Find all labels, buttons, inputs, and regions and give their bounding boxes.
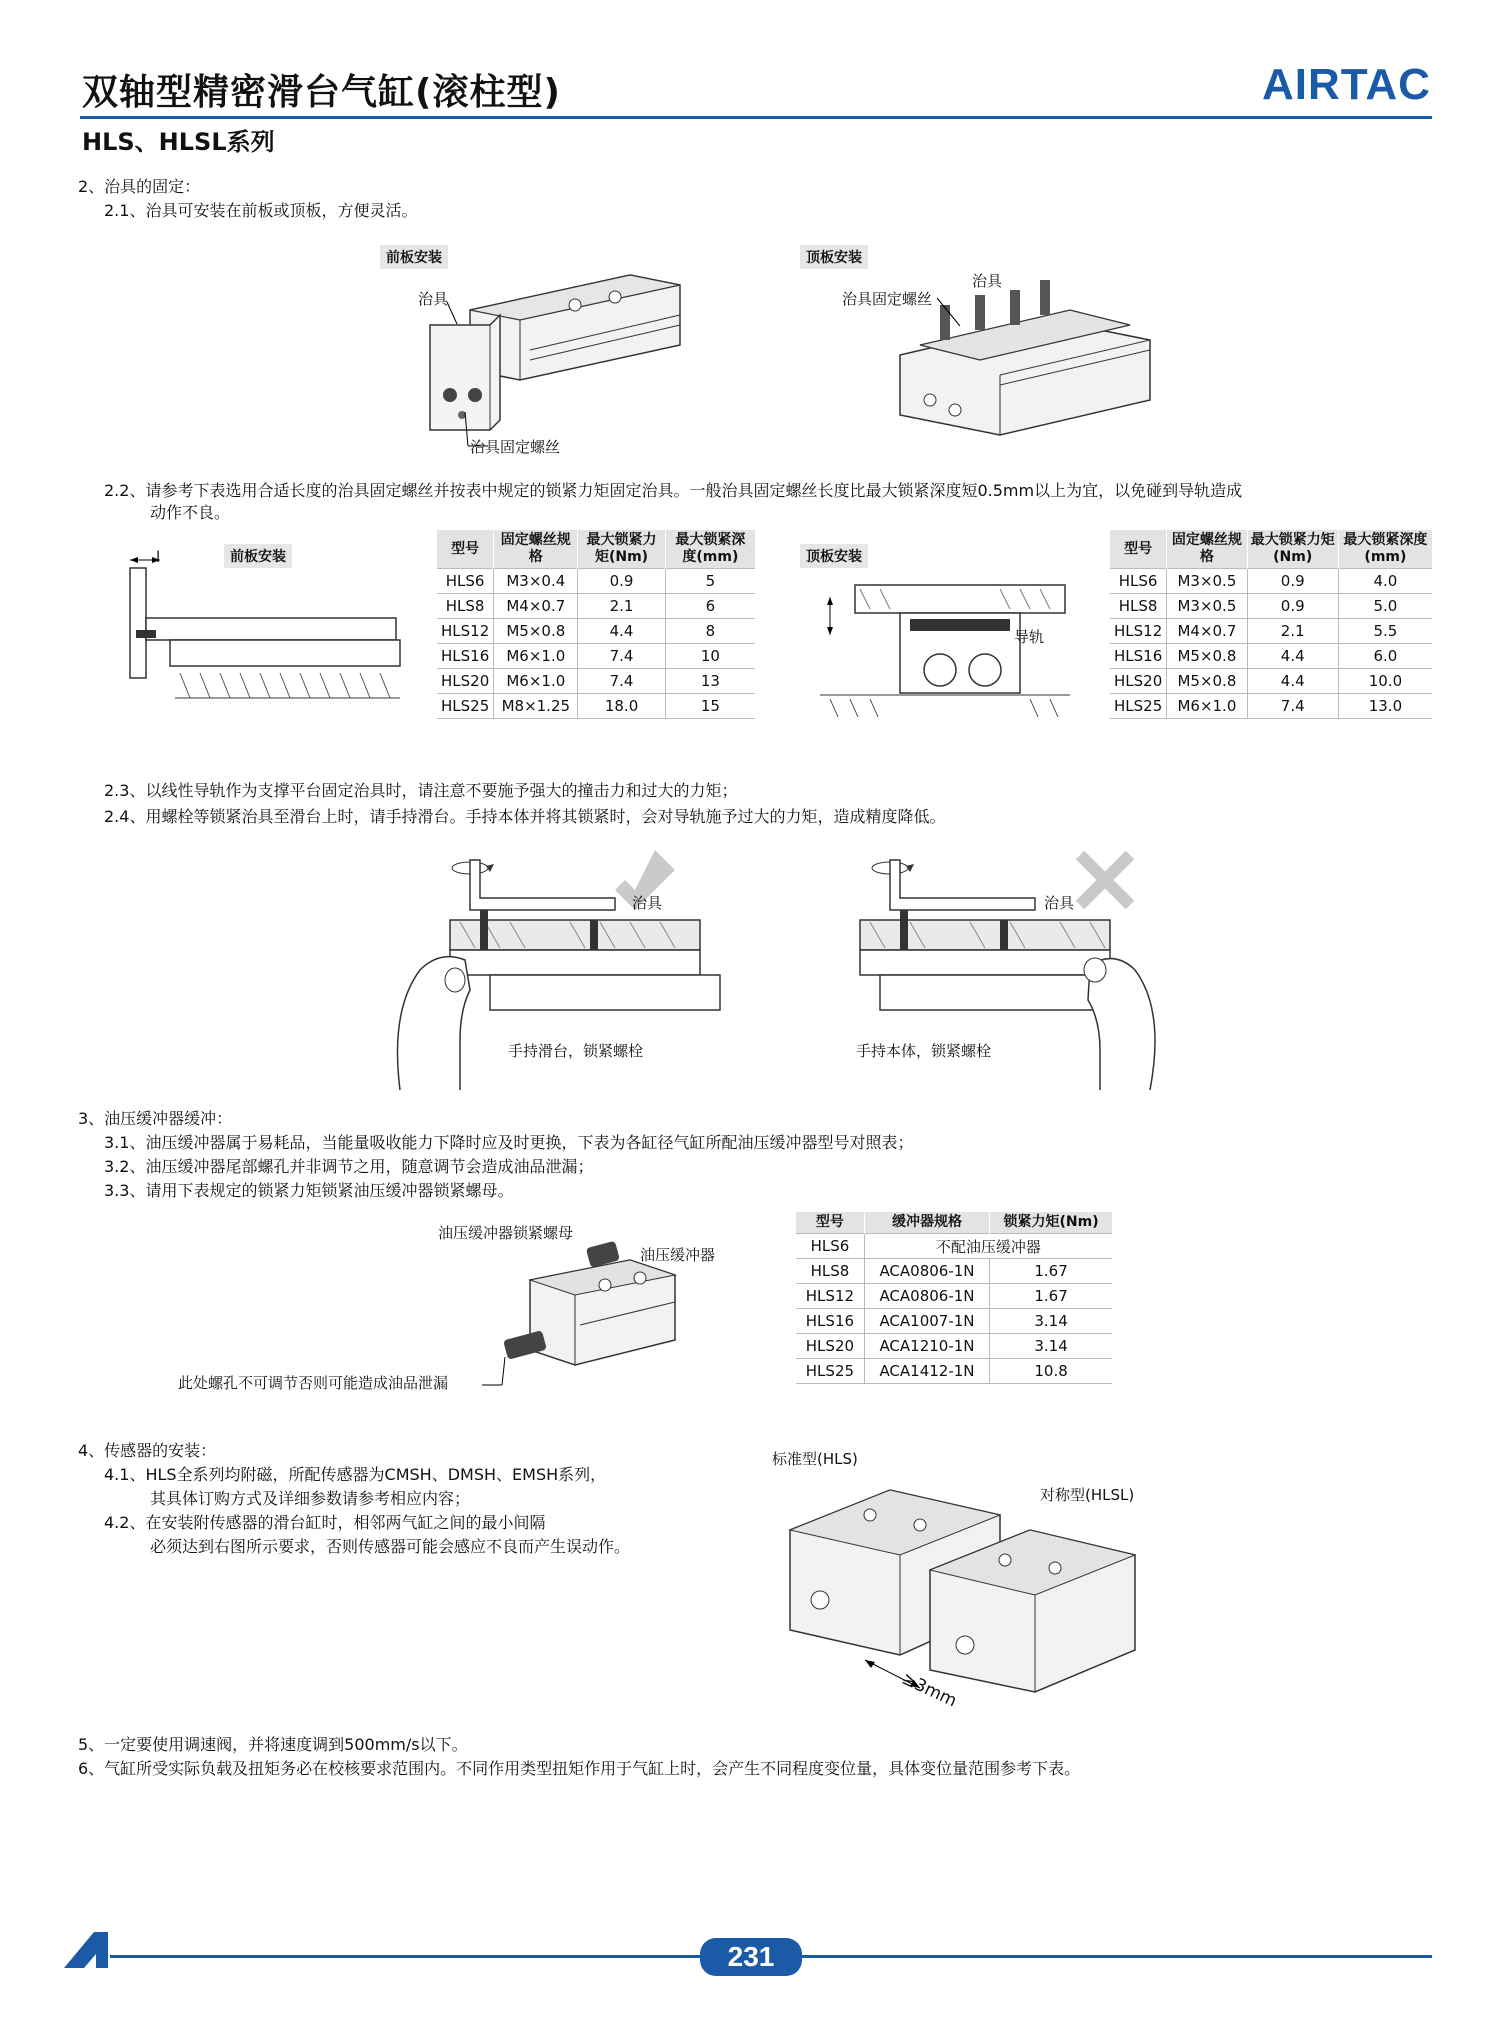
item-2-4: 2.4、用螺栓等锁紧治具至滑台上时，请手持滑台。手持本体并将其锁紧时，会对导轨施予过大的力矩，造成精度降低。 [104, 807, 946, 826]
front-fixture-label: 治具 [418, 290, 449, 308]
table-row: HLS12 M5×0.8 4.4 8 [437, 619, 755, 644]
top-screw-label: 治具固定螺丝 [842, 290, 933, 308]
table-row: HLS6 M3×0.5 0.9 4.0 [1110, 569, 1432, 594]
table-row: HLS25 M6×1.0 7.4 13.0 [1110, 694, 1432, 719]
front-mount-label: 前板安装 [380, 245, 448, 269]
gap-label: ≥3mm [898, 1668, 960, 1712]
table-row: HLS25 M8×1.25 18.0 15 [437, 694, 755, 719]
front-screw-label: 治具固定螺丝 [470, 438, 561, 456]
symmetric-type-label: 对称型(HLSL) [1040, 1486, 1135, 1504]
caption-incorrect: 手持本体，锁紧螺栓 [856, 1042, 992, 1060]
table-row: HLS8 M4×0.7 2.1 6 [437, 594, 755, 619]
table-row: HLS12 ACA0806-1N 1.67 [796, 1284, 1112, 1309]
page-title: 双轴型精密滑台气缸(滚柱型) [82, 72, 561, 113]
item-4-2-line1: 4.2、在安装附传感器的滑台缸时，相邻两气缸之间的最小间隔 [104, 1513, 546, 1532]
item-4-2-line2: 必须达到右图所示要求，否则传感器可能会感应不良而产生误动作。 [150, 1537, 631, 1556]
item-3-1: 3.1、油压缓冲器属于易耗品，当能量吸收能力下降时应及时更换，下表为各缸径气缸所配油压缓冲器型号对照表； [104, 1133, 914, 1152]
warning-leader [480, 1355, 510, 1390]
col-torque: 锁紧力矩(Nm) [990, 1212, 1112, 1234]
section4-heading: 4、传感器的安装： [78, 1441, 217, 1460]
header-rule [80, 116, 1432, 119]
caption-correct: 手持滑台，锁紧螺栓 [508, 1042, 644, 1060]
section6-text: 6、气缸所受实际负载及扭矩务必在校核要求范围内。不同作用类型扭矩作用于气缸上时，会产生不同程度变位量，具体变位量范围参考下表。 [78, 1759, 1081, 1778]
shock-absorber-table [796, 1212, 1112, 1384]
table-row: HLS6 M3×0.4 0.9 5 [437, 569, 755, 594]
top-mount-label-2: 顶板安装 [800, 544, 868, 568]
table-row: HLS16 M6×1.0 7.4 10 [437, 644, 755, 669]
item-2-2-line1: 2.2、请参考下表选用合适长度的治具固定螺丝并按表中规定的锁紧力矩固定治具。一般治具固定螺丝长度比最大锁紧深度短0.5mm以上为宜，以免碰到导轨造成 [104, 481, 1243, 500]
col-screw: 固定螺丝规格 [1167, 530, 1247, 569]
top-mount-table [1110, 530, 1432, 719]
section3-heading: 3、油压缓冲器缓冲： [78, 1109, 233, 1128]
table-row: HLS25 ACA1412-1N 10.8 [796, 1359, 1112, 1384]
table-row: HLS20 M5×0.8 4.4 10.0 [1110, 669, 1432, 694]
col-absorber: 缓冲器规格 [864, 1212, 989, 1234]
ok-fixture-label: 治具 [632, 894, 663, 912]
airtac-logo: AIRTAC [1262, 60, 1431, 109]
col-torque: 最大锁紧力矩(Nm) [578, 530, 665, 569]
front-mount-section-drawing [100, 548, 410, 708]
col-depth: 最大锁紧深度(mm) [665, 530, 755, 569]
front-mount-label-2: 前板安装 [224, 544, 292, 568]
item-3-3: 3.3、请用下表规定的锁紧力矩锁紧油压缓冲器锁紧螺母。 [104, 1181, 514, 1200]
table-row: HLS8 M3×0.5 0.9 5.0 [1110, 594, 1432, 619]
col-screw: 固定螺丝规格 [494, 530, 578, 569]
top-mount-label: 顶板安装 [800, 245, 868, 269]
item-2-1: 2.1、治具可安装在前板或顶板，方便灵活。 [104, 201, 418, 220]
col-torque: 最大锁紧力矩(Nm) [1247, 530, 1338, 569]
warning-label: 此处螺孔不可调节否则可能造成油品泄漏 [178, 1374, 449, 1392]
col-model: 型号 [1110, 530, 1167, 569]
col-model: 型号 [796, 1212, 864, 1234]
top-fixture-label: 治具 [972, 272, 1003, 290]
top-mount-illustration [900, 265, 1160, 440]
front-screw-leader [460, 410, 490, 450]
item-2-3: 2.3、以线性导轨作为支撑平台固定治具时，请注意不要施予强大的撞击力和过大的力矩； [104, 781, 738, 800]
ng-fixture-label: 治具 [1044, 894, 1075, 912]
item-2-2-line2: 动作不良。 [150, 503, 231, 522]
col-model: 型号 [437, 530, 494, 569]
footer-a-logo [64, 1930, 124, 1970]
table-row: HLS6 不配油压缓冲器 [796, 1234, 1112, 1259]
absorber-label: 油压缓冲器 [640, 1246, 716, 1264]
section2-heading: 2、治具的固定： [78, 177, 201, 196]
item-3-2: 3.2、油压缓冲器尾部螺孔并非调节之用，随意调节会造成油品泄漏； [104, 1157, 594, 1176]
top-screw-leader [935, 296, 965, 336]
table-row: HLS8 ACA0806-1N 1.67 [796, 1259, 1112, 1284]
table-row: HLS16 ACA1007-1N 3.14 [796, 1309, 1112, 1334]
section5-text: 5、一定要使用调速阀，并将速度调到500mm/s以下。 [78, 1735, 468, 1754]
standard-type-label: 标准型(HLS) [772, 1450, 858, 1468]
col-depth: 最大锁紧深度(mm) [1338, 530, 1432, 569]
series-subtitle: HLS、HLSL系列 [82, 128, 275, 156]
front-fixture-leader [445, 300, 465, 330]
table-row: HLS20 M6×1.0 7.4 13 [437, 669, 755, 694]
item-4-1-line1: 4.1、HLS全系列均附磁，所配传感器为CMSH、DMSH、EMSH系列， [104, 1465, 607, 1484]
top-mount-section-drawing [820, 575, 1080, 720]
table-row: HLS16 M5×0.8 4.4 6.0 [1110, 644, 1432, 669]
item-4-1-line2: 其具体订购方式及详细参数请参考相应内容； [150, 1489, 471, 1508]
nut-label: 油压缓冲器锁紧螺母 [438, 1224, 574, 1242]
table-row: HLS12 M4×0.7 2.1 5.5 [1110, 619, 1432, 644]
table-row: HLS20 ACA1210-1N 3.14 [796, 1334, 1112, 1359]
page-number: 231 [700, 1938, 802, 1976]
front-mount-table [437, 530, 755, 719]
guide-rail-label: 导轨 [1014, 628, 1045, 646]
dimension-l-label: l [156, 548, 161, 566]
